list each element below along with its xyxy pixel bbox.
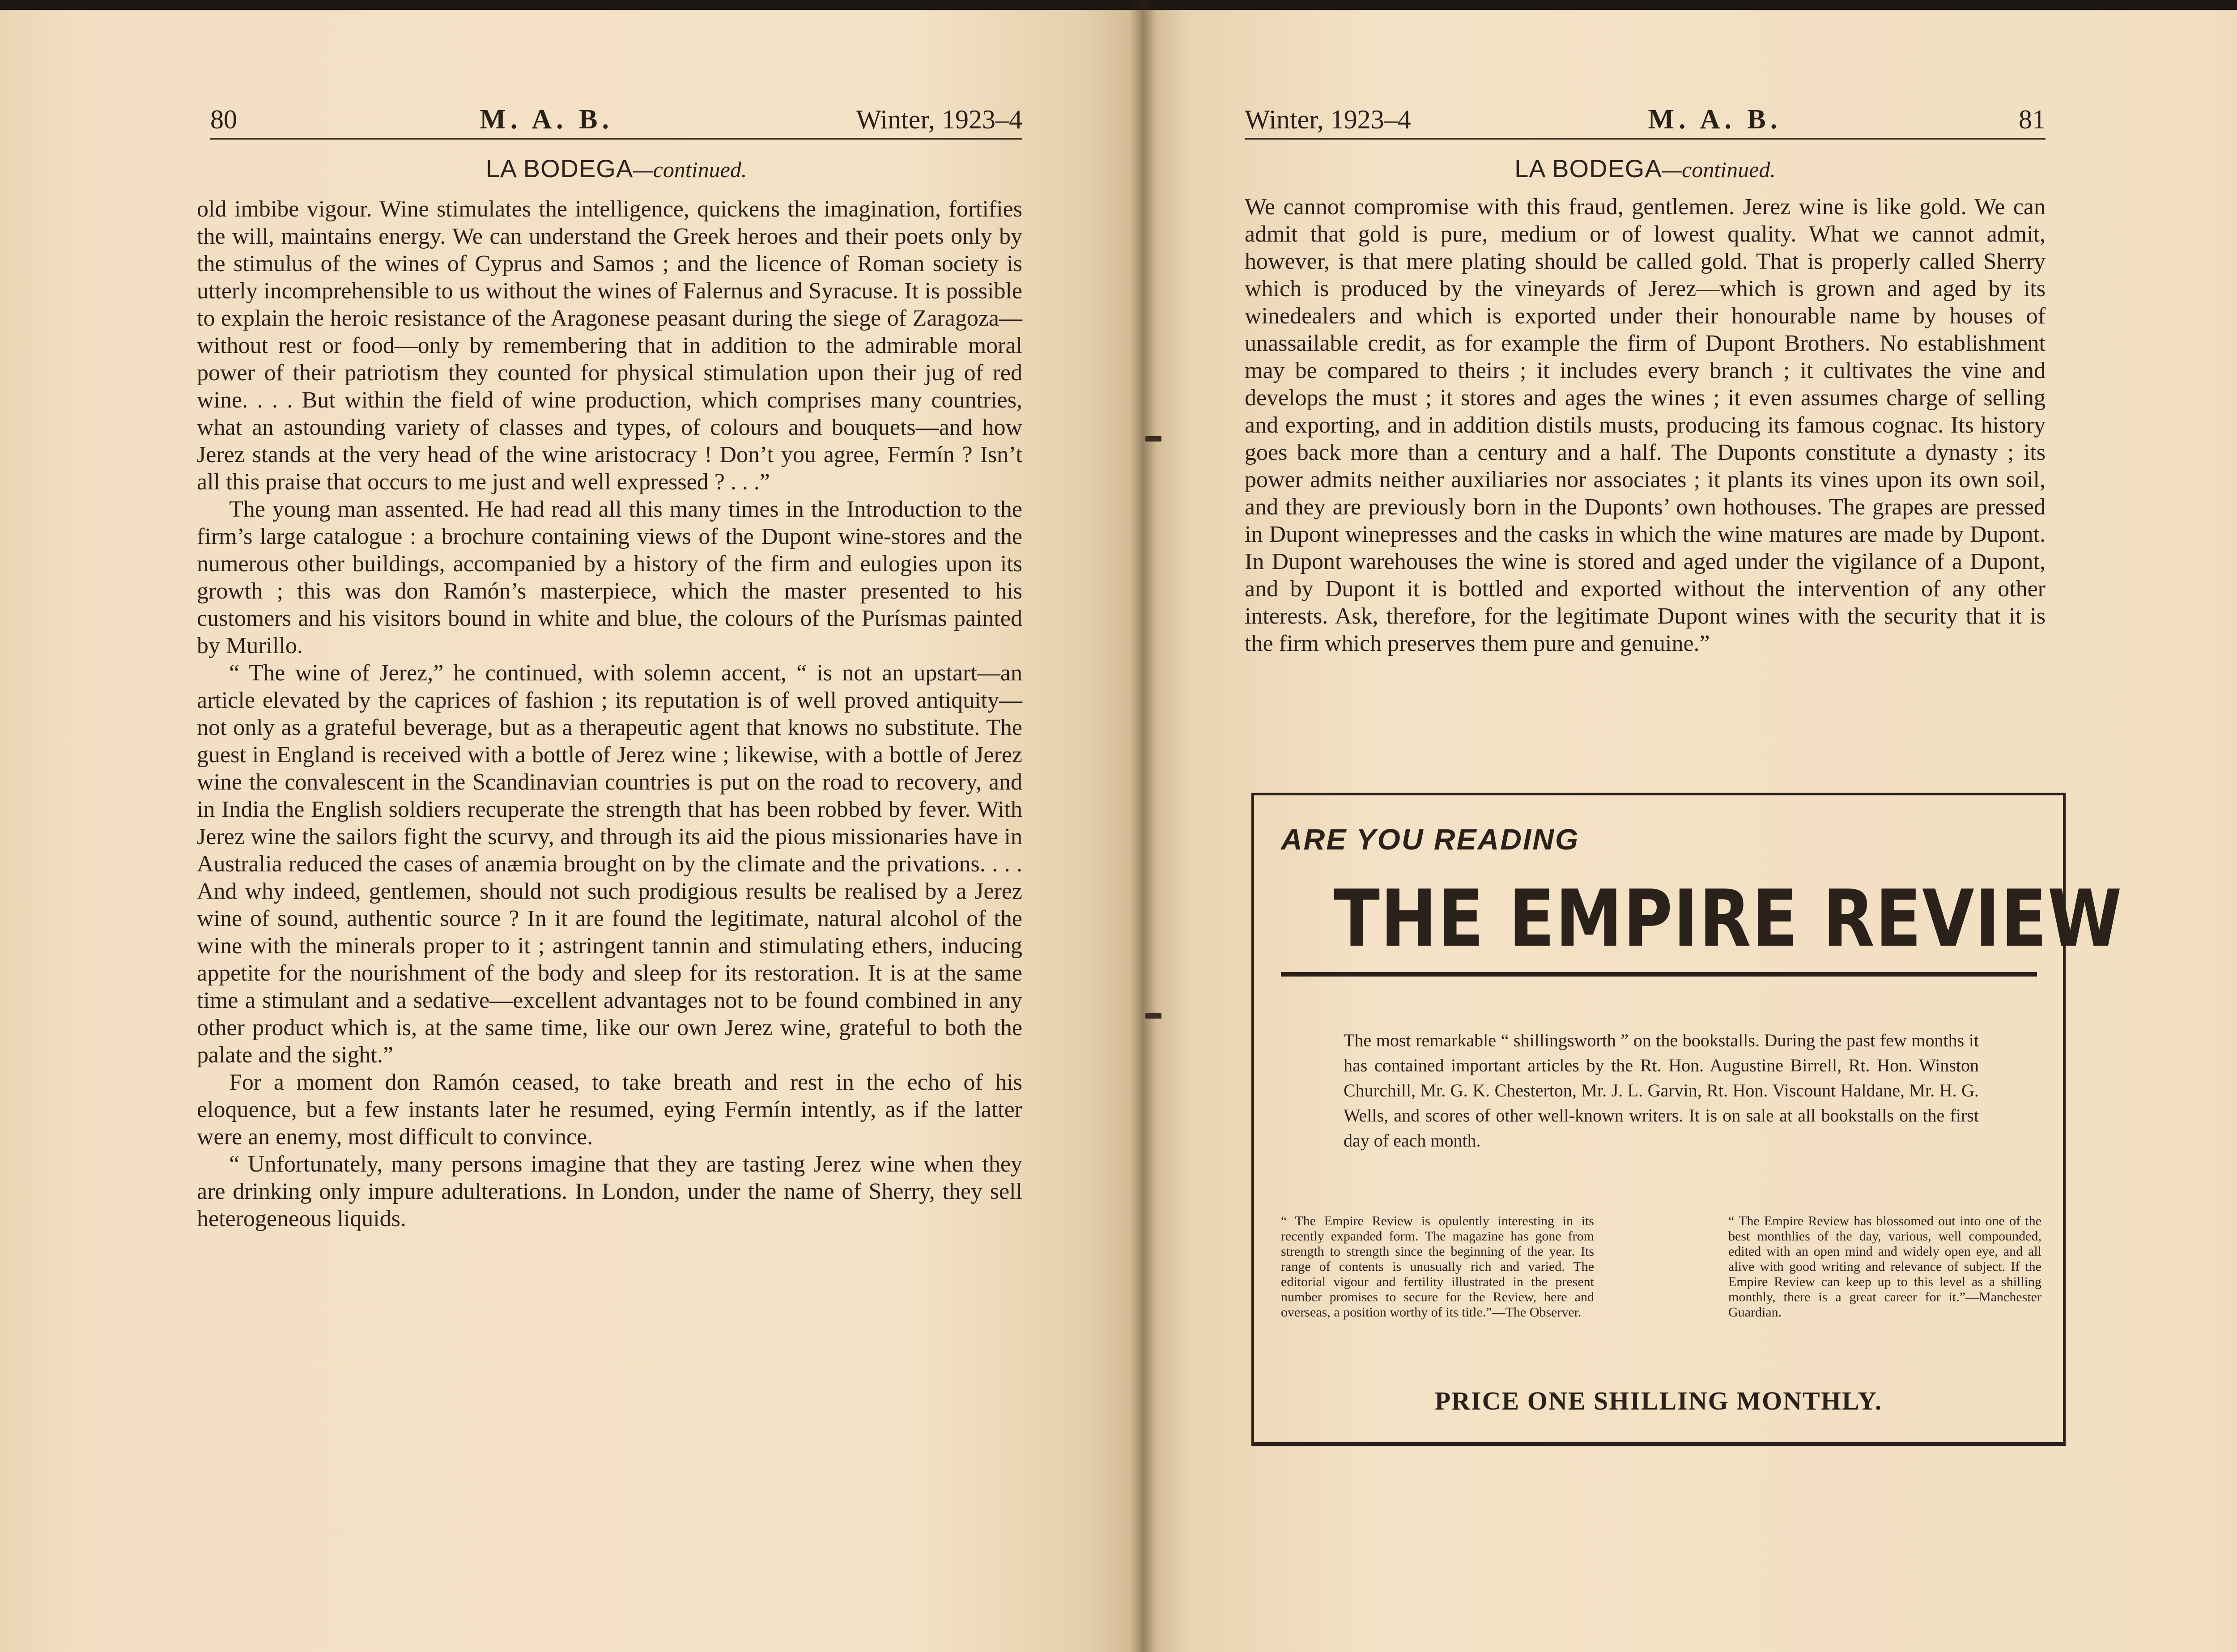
journal-title: M. A. B. [480,104,613,135]
running-head [210,104,1022,140]
ad-description: The most remarkable “ shillingsworth ” on the bookstalls. During the past few months it has contained important articles by the Rt. Hon. Augustine Birrell, Rt. Hon. Winston Churchill, Mr. G. K. Chesterton, Mr. J. L. Garvin, Rt. Hon. Viscount Haldane, Mr. H. G. Wells, and scores of other well-known writers. It is on sale at all bookstalls on the first day of each month. [1344,1030,1979,1151]
page-number: 80 [210,105,237,134]
page-number: 81 [2018,105,2046,134]
left-page [0,10,1142,1652]
section-title [1245,154,2046,183]
paragraph: We cannot compromise with this fraud, gentlemen. Jerez wine is like gold. We can admit that gold is pure, medium or of lowest quality. What we cannot admit, however, is that mere plating should be called gold. That is properly called Sherry which is produced by the vineyards of Jerez—which is grown and aged by its winedealers and which is exported under their honourable name by houses of unassailable credit, as for example the firm of Dupont Brothers. No establishment may be compared to theirs ; it includes every branch ; it cultivates the vine and develops the must ; it stores and ages the wines ; it even assumes charge of selling and exporting, and in addition distils musts, producing its famous cognac. Its history goes back more than a century and a half. The Duponts constitute a dynasty ; its power admits neither auxiliaries nor associates ; it plants its vines upon its own soil, and they are previously born in the Duponts’ own hothouses. The grapes are pressed in Dupont winepresses and the casks in which the wine matures are made by Dupont. In Dupont warehouses the wine is stored and aged under the vigilance of a Dupont, and by Dupont it is bottled and exported without the intervention of any other interests. Ask, therefore, for the legitimate Dupont wines with the security that it is the firm which preserves them pure and genuine.” [1245,194,2046,656]
book-gutter [1130,0,1157,1652]
ad-quote-observer: “ The Empire Review is opulently interesting in its recently expanded form. The magazine has gone from strength to strength since the beginning of the year. Its range of contents is unusually rich and varied. The editorial vigour and fertility illustrated in the present number promises to secure for the Review, here and overseas, a position worthy of its title.”—The Observer. [1281,1214,1594,1320]
paragraph: “ Unfortunately, many persons imagine that they are tasting Jerez wine when they are drinking only impure adulterations. In London, under the name of Sherry, they sell heterogeneous liquids. [197,1151,1022,1232]
section-title-suffix: —continued. [633,157,747,182]
running-head [1245,104,2046,140]
section-title-text: LA BODEGA [485,154,634,183]
advertisement-box [1251,793,2123,1446]
article-body [1245,193,2046,657]
issue-date: Winter, 1923–4 [1245,105,1411,134]
section-title-text: LA BODEGA [1514,154,1662,183]
binding-staple [1145,436,1161,442]
paragraph: For a moment don Ramón ceased, to take breath and rest in the echo of his eloquence, but a few instants later he resumed, eying Fermín intently, as if the latter were an enemy, most difficult to convince. [197,1070,1022,1150]
ad-divider [1281,972,2037,977]
journal-title: M. A. B. [1648,104,1782,135]
ad-kicker: ARE YOU READING [1281,823,1580,856]
paragraph: The young man assented. He had read all this many times in the Introduction to the firm’s large catalogue : a brochure containing views of the Dupont wine-stores and the numerous other buildings, accompanied by a history of the firm and eulogies upon its growth ; this was don Ramón’s masterpiece, which the master presented to his customers and his visitors bound in white and blue, the colours of the Purísmas painted by Murillo. [197,497,1022,658]
issue-date: Winter, 1923–4 [856,105,1022,134]
section-title [210,154,1022,183]
paragraph: old imbibe vigour. Wine stimulates the intelligence, quickens the imagination, fortifies the will, maintains energy. We can understand the Greek heroes and their poets only by the stimulus of the wines of Cyprus and Samos ; and the licence of Roman society is utterly incomprehensible to us without the wines of Falernus and Syracuse. It is possible to explain the heroic resistance of the Aragonese peasant during the siege of Zaragoza—without rest or food—only by remembering that in addition to the admirable moral power of their patriotism they counted for physical stimulation upon their jug of red wine. . . . But within the field of wine production, which comprises many countries, what an astounding variety of classes and types, of colours and bouquets—and how Jerez stands at the very head of the wine aristocracy ! Don’t you agree, Fermín ? Isn’t all this praise that occurs to me just and well expressed ? . . .” [197,196,1022,495]
right-page [1142,10,2237,1652]
binding-staple [1145,1013,1161,1019]
ad-masthead: THE EMPIRE REVIEW [1334,874,2123,964]
article-body [197,195,1022,1232]
ad-quote-guardian: “ The Empire Review has blossomed out into one of the best monthlies of the day, various, well compounded, edited with an open mind and widely open eye, and all alive with good writing and relevance of subject. If the Empire Review can keep up to this level as a shilling monthly, there is a great career for it.”—Manchester Guardian. [1728,1214,2041,1320]
section-title-suffix: —continued. [1662,157,1776,182]
paragraph: “ The wine of Jerez,” he continued, with solemn accent, “ is not an upstart—an article elevated by the caprices of fashion ; its reputation is of well proved antiquity—not only as a grateful beverage, but as a therapeutic agent that knows no substitute. The guest in England is received with a bottle of Jerez wine ; likewise, with a bottle of Jerez wine the convalescent in the Scandinavian countries is put on the road to recovery, and in India the English soldiers recuperate the strength that has been robbed by fever. With Jerez wine the sailors fight the scurvy, and through its aid the pious missionaries have in Australia reduced the cases of anæmia brought on by the climate and the privations. . . . And why indeed, gentlemen, should not such prodigious results be realised by a Jerez wine of sound, authentic source ? In it are found the legitimate, natural alcohol of the wine with the minerals proper to it ; astringent tannin and stimulating ethers, inducing appetite for the nourishment of the body and sleep for its restoration. It is at the same time a stimulant and a sedative—excellent advantages not to be found combined in any other product which is, at the same time, like our own Jerez wine, grateful to both the palate and the sight.” [197,660,1022,1068]
ad-price: PRICE ONE SHILLING MONTHLY. [1434,1386,1883,1415]
